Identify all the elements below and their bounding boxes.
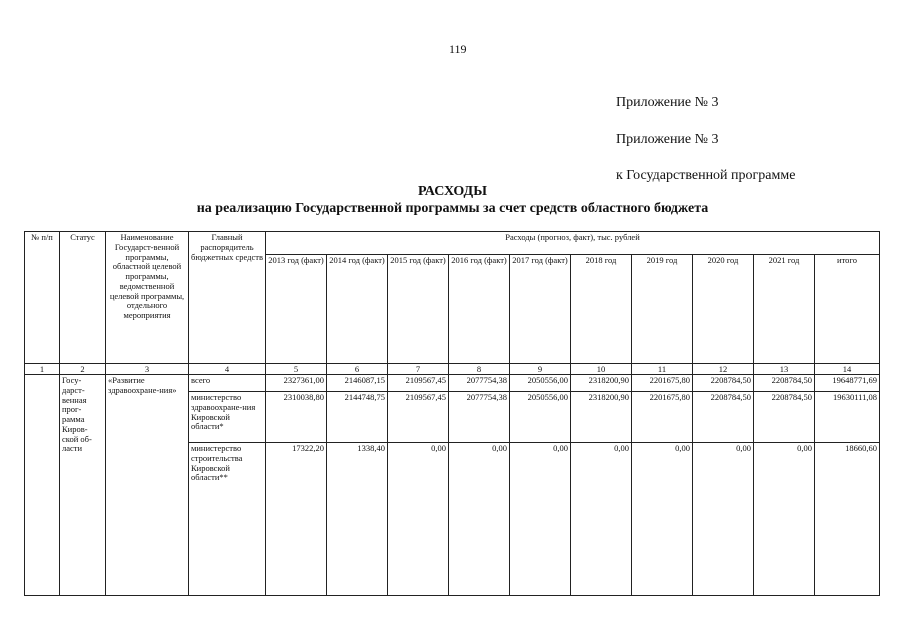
- header-num: № п/п: [25, 232, 60, 364]
- column-number: 6: [327, 364, 388, 375]
- value-cell: 2318200,90: [571, 375, 632, 392]
- value-cell: 0,00: [510, 443, 571, 596]
- column-number: 9: [510, 364, 571, 375]
- row-num-cell: [25, 375, 60, 596]
- column-number: 8: [449, 364, 510, 375]
- header-row: [25, 232, 880, 255]
- value-cell: 1338,40: [327, 443, 388, 596]
- column-number: 12: [693, 364, 754, 375]
- value-cell: 2201675,80: [632, 392, 693, 443]
- header-year: 2020 год: [693, 255, 754, 364]
- value-cell: 2077754,38: [449, 392, 510, 443]
- value-cell: 2077754,38: [449, 375, 510, 392]
- header-manager: Главный распорядитель бюджетных средств: [189, 232, 266, 364]
- column-number: 5: [266, 364, 327, 375]
- document-subtitle: на реализацию Государственной программы за счет средств областного бюджета: [196, 201, 709, 216]
- value-cell: 2318200,90: [571, 392, 632, 443]
- header-status: Статус: [60, 232, 106, 364]
- column-number: 3: [106, 364, 189, 375]
- value-cell: 2050556,00: [510, 392, 571, 443]
- value-cell: 2050556,00: [510, 375, 571, 392]
- header-name: Наименование Государст-венной программы, областной целевой программы, ведомственной целевой программы, отдельного мероприятия: [106, 232, 189, 364]
- column-number: 13: [754, 364, 815, 375]
- appendix-line-1: Приложение № 3: [616, 95, 719, 110]
- value-cell: 2208784,50: [693, 392, 754, 443]
- value-cell: 2208784,50: [754, 392, 815, 443]
- value-cell: 0,00: [449, 443, 510, 596]
- value-cell: 17322,20: [266, 443, 327, 596]
- manager-cell: министерство строительства Кировской области**: [189, 443, 266, 596]
- header-year: 2013 год (факт): [266, 255, 327, 364]
- value-cell: 2109567,45: [388, 375, 449, 392]
- value-cell: 0,00: [754, 443, 815, 596]
- header-total: итого: [815, 255, 880, 364]
- status-cell: Госу-дарст-венная прог-рамма Киров-ской об-ласти: [60, 375, 106, 596]
- value-cell: 2144748,75: [327, 392, 388, 443]
- column-number: 2: [60, 364, 106, 375]
- header-year: 2021 год: [754, 255, 815, 364]
- header-year: 2018 год: [571, 255, 632, 364]
- appendix-line-2: Приложение № 3: [616, 132, 719, 147]
- value-cell: 2146087,15: [327, 375, 388, 392]
- header-expenses: Расходы (прогноз, факт), тыс. рублей: [266, 232, 880, 255]
- value-cell: 2208784,50: [693, 375, 754, 392]
- total-cell: 19630111,08: [815, 392, 880, 443]
- header-year: 2014 год (факт): [327, 255, 388, 364]
- total-cell: 19648771,69: [815, 375, 880, 392]
- column-number: 11: [632, 364, 693, 375]
- manager-cell: всего: [189, 375, 266, 392]
- header-year: 2019 год: [632, 255, 693, 364]
- value-cell: 2109567,45: [388, 392, 449, 443]
- total-cell: 18660,60: [815, 443, 880, 596]
- table-row: [25, 375, 880, 392]
- header-year: 2016 год (факт): [449, 255, 510, 364]
- value-cell: 2208784,50: [754, 375, 815, 392]
- page-number: 119: [449, 42, 467, 56]
- value-cell: 0,00: [571, 443, 632, 596]
- value-cell: 0,00: [693, 443, 754, 596]
- header-year: 2017 год (факт): [510, 255, 571, 364]
- value-cell: 2201675,80: [632, 375, 693, 392]
- value-cell: 2327361,00: [266, 375, 327, 392]
- value-cell: 2310038,80: [266, 392, 327, 443]
- program-name-cell: «Развитие здравоохране-ния»: [106, 375, 189, 596]
- column-number: 10: [571, 364, 632, 375]
- column-number: 7: [388, 364, 449, 375]
- manager-cell: министерство здравоохране-ния Кировской области*: [189, 392, 266, 443]
- document-title: РАСХОДЫ: [418, 184, 487, 199]
- value-cell: 0,00: [388, 443, 449, 596]
- column-number: 14: [815, 364, 880, 375]
- header-year: 2015 год (факт): [388, 255, 449, 364]
- column-numbers-row: [25, 364, 880, 375]
- value-cell: 0,00: [632, 443, 693, 596]
- appendix-line-3: к Государственной программе: [616, 168, 796, 183]
- expenses-table: [24, 231, 880, 596]
- column-number: 4: [189, 364, 266, 375]
- column-number: 1: [25, 364, 60, 375]
